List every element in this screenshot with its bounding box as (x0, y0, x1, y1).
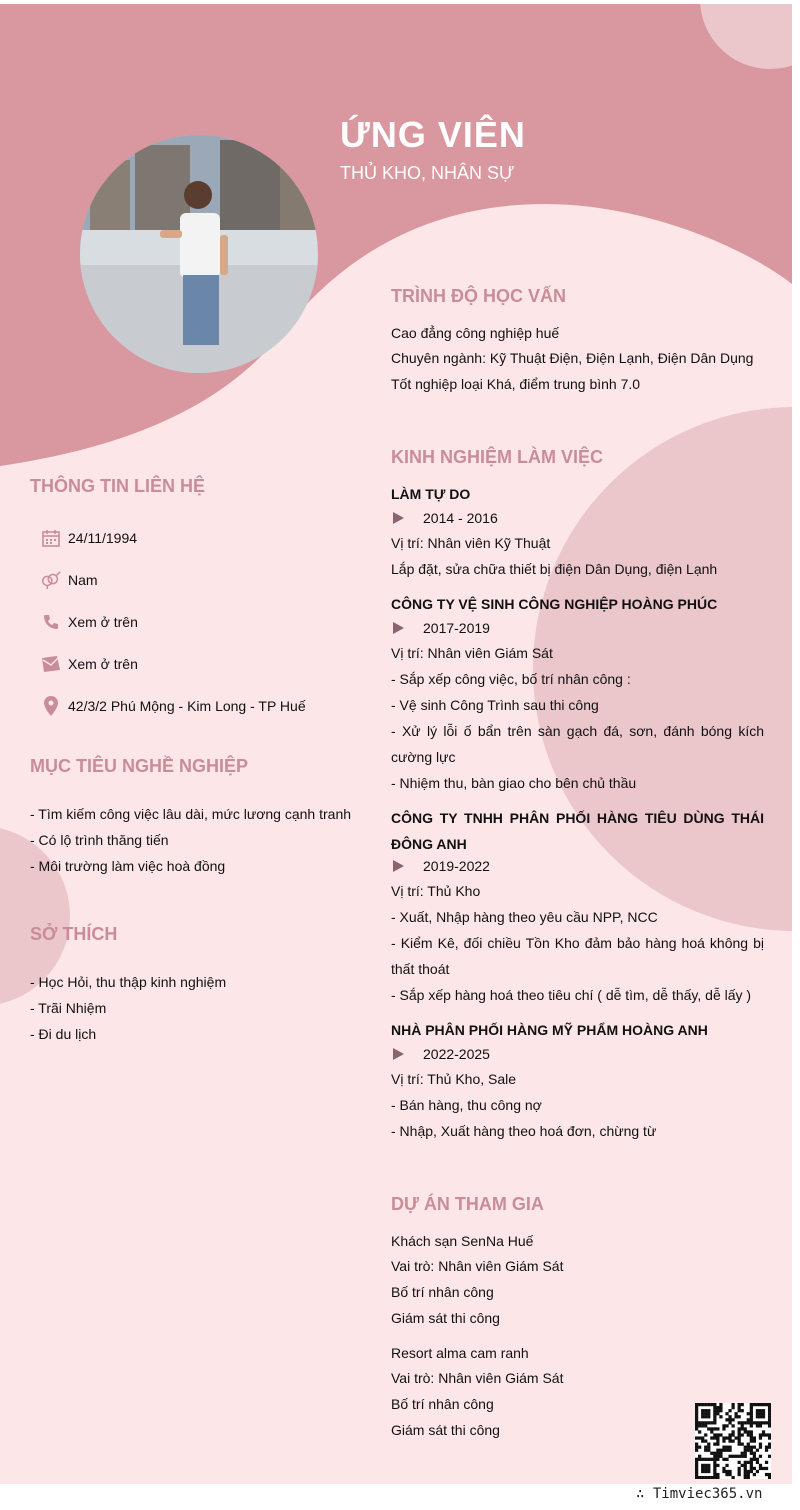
candidate-name: ỨNG VIÊN (340, 114, 526, 155)
job-line: Vị trí: Thủ Kho (391, 883, 481, 899)
job-line: - Nhập, Xuất hàng theo hoá đơn, chừng từ (391, 1123, 657, 1139)
contact-gender (40, 569, 98, 591)
candidate-role: THỦ KHO, NHÂN SỰ (340, 163, 515, 183)
gender-icon (40, 569, 62, 591)
job-line: - Vệ sinh Công Trình sau thi công (391, 697, 599, 713)
cv-page (0, 4, 792, 1484)
job-company: CÔNG TY VỆ SINH CÔNG NGHIỆP HOÀNG PHÚC (391, 596, 718, 612)
avatar-photo (80, 135, 318, 373)
project-line: Bố trí nhân công (391, 1396, 494, 1412)
project-line: Giám sát thi công (391, 1422, 500, 1438)
job-company: NHÀ PHÂN PHỐI HÀNG MỸ PHẨM HOÀNG ANH (391, 1022, 708, 1038)
mail-icon (40, 653, 62, 675)
triangle-bullet-icon (393, 1048, 404, 1060)
contact-phone (40, 611, 138, 633)
contact-birthday (40, 527, 137, 549)
projects-section-title: DỰ ÁN THAM GIA (391, 1194, 544, 1214)
job-line: - Nhiệm thu, bàn giao cho bên chủ thầu (391, 775, 637, 791)
qr-code-graphic (695, 1403, 771, 1479)
job-period (391, 1044, 490, 1064)
job-period-value: 2014 - 2016 (423, 510, 498, 526)
avatar (80, 135, 318, 373)
address-value: 42/3/2 Phú Mộng - Kim Long - TP Huế (68, 698, 306, 714)
education-line: Tốt nghiệp loại Khá, điểm trung bình 7.0 (391, 376, 641, 392)
education-line: Cao đẳng công nghiệp huế (391, 325, 560, 341)
contact-email (40, 653, 138, 675)
phone-icon (40, 611, 62, 633)
birthday-value: 24/11/1994 (68, 530, 138, 546)
hobby-item: - Đi du lịch (30, 1026, 97, 1042)
site-watermark: ∴ Timviec365.vn (636, 1486, 763, 1502)
objective-line: - Tìm kiếm công việc lâu dài, mức lương cạnh tranh (30, 806, 352, 822)
job-company: CÔNG TY TNHH PHÂN PHỐI HÀNG TIÊU DÙNG THÁI ĐÔNG ANH (391, 810, 764, 852)
job-line: Lắp đặt, sửa chữa thiết bị điện Dân Dụng, điện Lạnh (391, 561, 718, 577)
job-line: - Kiểm Kê, đối chiều Tồn Kho đảm bảo hàng hoá không bị thất thoát (391, 935, 764, 977)
hobby-item: - Trãi Nhiệm (30, 1000, 107, 1016)
project-name: Resort alma cam ranh (391, 1345, 529, 1361)
job-line: - Xuất, Nhập hàng theo yêu cầu NPP, NCC (391, 909, 658, 925)
project-line: Bố trí nhân công (391, 1284, 494, 1300)
job-line: - Sắp xếp hàng hoá theo tiêu chí ( dễ tìm, dễ thấy, dễ lấy ) (391, 987, 752, 1003)
triangle-bullet-icon (393, 512, 404, 524)
triangle-bullet-icon (393, 860, 404, 872)
experience-section-title: KINH NGHIỆM LÀM VIỆC (391, 447, 604, 467)
job-period-value: 2017-2019 (423, 620, 490, 636)
education-section-title: TRÌNH ĐỘ HỌC VẤN (391, 286, 566, 306)
job-period-value: 2022-2025 (423, 1046, 490, 1062)
objective-line: - Môi trường làm việc hoà đồng (30, 858, 226, 874)
gender-value: Nam (68, 572, 98, 588)
phone-value: Xem ở trên (68, 614, 138, 630)
job-period (391, 508, 498, 528)
location-pin-icon (40, 695, 62, 717)
qr-code (695, 1403, 771, 1479)
triangle-bullet-icon (393, 622, 404, 634)
job-line: - Xử lý lỗi ố bẩn trên sàn gạch đá, sơn, đánh bóng kích cường lực (391, 723, 764, 765)
job-period (391, 856, 490, 876)
project-line: Giám sát thi công (391, 1310, 500, 1326)
project-line: Vai trò: Nhân viên Giám Sát (391, 1370, 564, 1386)
objective-line: - Có lộ trình thăng tiến (30, 832, 169, 848)
contact-address (40, 695, 306, 717)
calendar-icon (40, 527, 62, 549)
email-value: Xem ở trên (68, 656, 138, 672)
hobby-item: - Học Hỏi, thu thập kinh nghiệm (30, 974, 227, 990)
job-line: - Bán hàng, thu công nợ (391, 1097, 542, 1113)
hobbies-section-title: SỞ THÍCH (30, 924, 118, 944)
job-company: LÀM TỰ DO (391, 486, 471, 502)
objective-section-title: MỤC TIÊU NGHỀ NGHIỆP (30, 756, 249, 776)
job-line: Vị trí: Nhân viên Kỹ Thuật (391, 535, 551, 551)
job-line: - Sắp xếp công việc, bố trí nhân công : (391, 671, 631, 687)
contact-section-title: THÔNG TIN LIÊN HỆ (30, 476, 205, 496)
job-line: Vị trí: Thủ Kho, Sale (391, 1071, 517, 1087)
project-line: Vai trò: Nhân viên Giám Sát (391, 1258, 564, 1274)
job-period (391, 618, 490, 638)
job-period-value: 2019-2022 (423, 858, 490, 874)
education-line: Chuyên ngành: Kỹ Thuật Điện, Điện Lạnh, Điện Dân Dụng (391, 350, 754, 366)
project-name: Khách sạn SenNa Huế (391, 1233, 534, 1249)
job-line: Vị trí: Nhân viên Giám Sát (391, 645, 553, 661)
